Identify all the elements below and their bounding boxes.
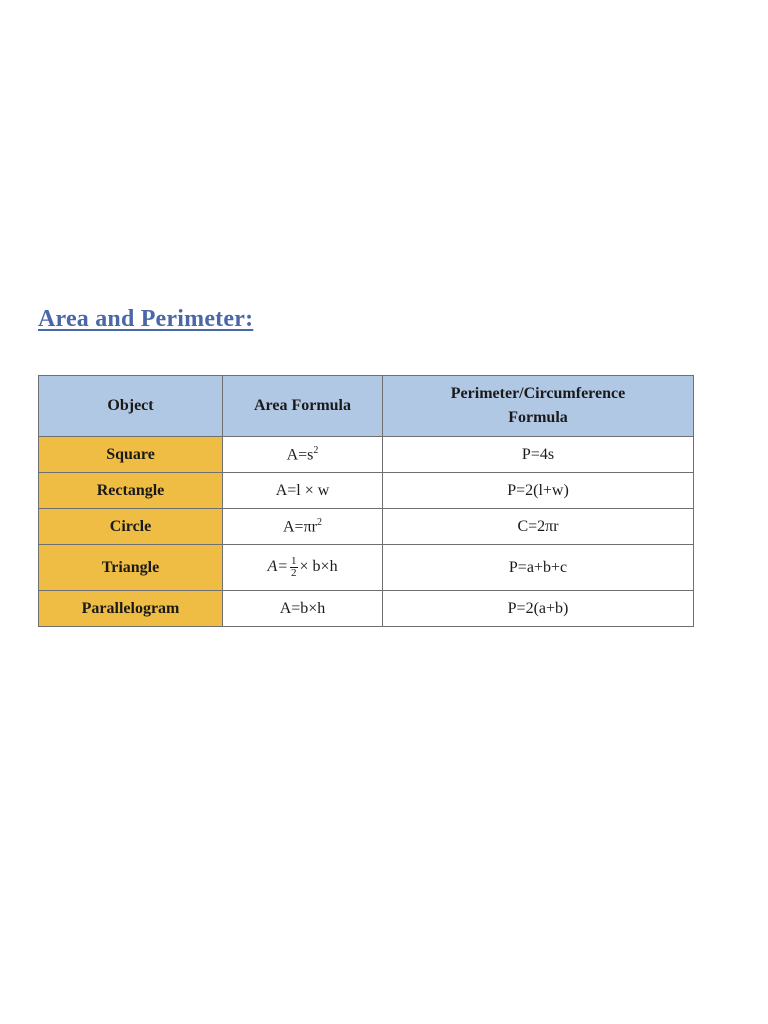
header-perimeter-formula: [383, 376, 694, 437]
fraction: $\frac{1}{2}$: [291, 555, 297, 579]
perimeter-cell: C=2πr: [383, 509, 694, 545]
object-cell: Triangle: [39, 545, 223, 591]
header-area-formula: Area Formula: [223, 376, 383, 437]
page-title: Area and Perimeter:: [38, 306, 254, 332]
table-row-square: [39, 437, 694, 473]
object-cell: Circle: [39, 509, 223, 545]
object-cell: Parallelogram: [39, 591, 223, 627]
area-cell: $A=s^2$: [223, 437, 383, 473]
header-perimeter-line2: Formula: [508, 409, 568, 426]
formula-table: [38, 375, 694, 627]
area-cell: A=b×h: [223, 591, 383, 627]
table-row-triangle: [39, 545, 694, 591]
header-perimeter-line1: Perimeter/Circumference: [450, 385, 626, 402]
perimeter-cell: P=2(a+b): [383, 591, 694, 627]
table-row-rectangle: [39, 473, 694, 509]
area-cell: A= $\frac{1}{2}$ × b×h: [223, 545, 383, 591]
perimeter-cell: P=a+b+c: [383, 545, 694, 591]
area-cell: A=l × w: [223, 473, 383, 509]
object-cell: Rectangle: [39, 473, 223, 509]
area-cell: $A=\pi r^2$: [223, 509, 383, 545]
perimeter-cell: P=4s: [383, 437, 694, 473]
object-cell: Square: [39, 437, 223, 473]
table-row-parallelogram: [39, 591, 694, 627]
perimeter-cell: P=2(l+w): [383, 473, 694, 509]
table-header-row: [39, 376, 694, 437]
table-row-circle: [39, 509, 694, 545]
header-object: Object: [39, 376, 223, 437]
